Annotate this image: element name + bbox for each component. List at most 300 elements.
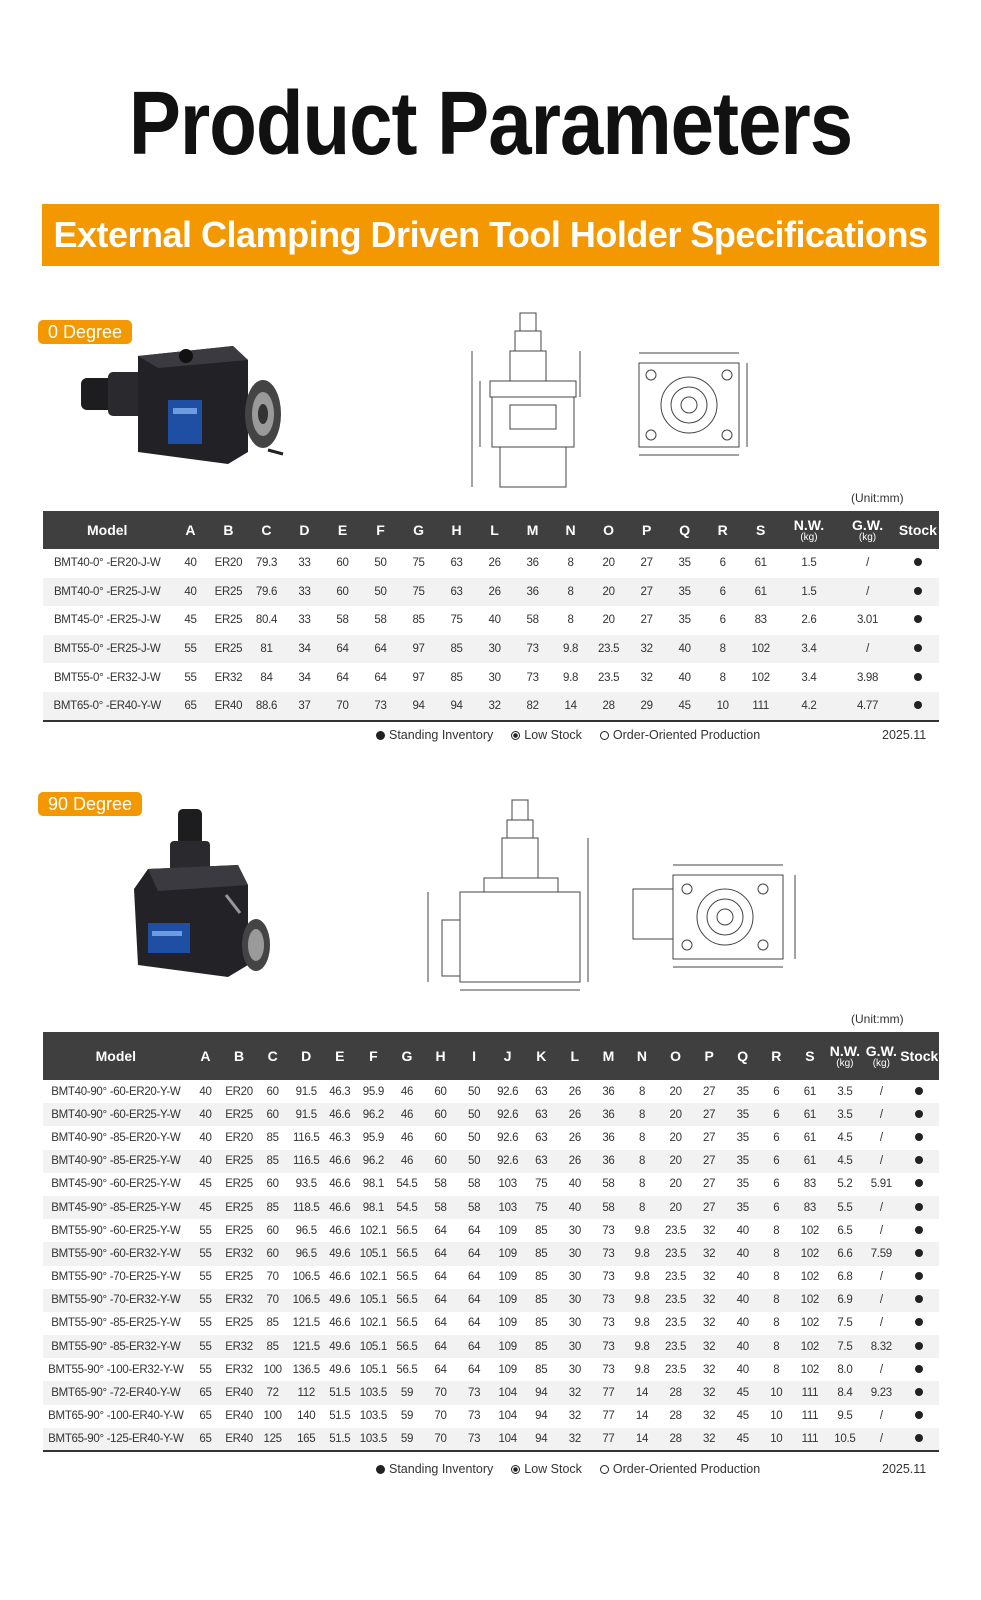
table-cell: 6 — [760, 1150, 794, 1173]
table-cell: 85 — [524, 1219, 558, 1242]
table-cell: 6 — [760, 1196, 794, 1219]
table-row — [43, 1196, 939, 1219]
legend-order: Order-Oriented Production — [612, 1462, 761, 1476]
table-cell: 65 — [189, 1428, 223, 1451]
table-cell: ER32 — [209, 663, 247, 692]
col-header: A — [171, 511, 209, 549]
model-cell: BMT40-90° -60-ER20-Y-W — [43, 1080, 189, 1103]
ninety-degree-front-drawing — [625, 855, 810, 975]
table-cell: 98.1 — [357, 1173, 391, 1196]
table-cell: 27 — [692, 1080, 726, 1103]
table-cell: 1.5 — [780, 578, 839, 607]
zero-degree-front-drawing — [625, 345, 765, 460]
table-cell: 45 — [189, 1196, 223, 1219]
table-cell: 116.5 — [289, 1126, 323, 1149]
table-cell: 6.9 — [827, 1289, 863, 1312]
stock-cell — [897, 635, 939, 664]
table-cell: 4.5 — [827, 1126, 863, 1149]
table-cell: 85 — [256, 1126, 290, 1149]
col-header: B — [209, 511, 247, 549]
table-cell: 5.5 — [827, 1196, 863, 1219]
col-header: R — [760, 1032, 794, 1080]
table-cell: 6 — [704, 549, 742, 578]
table-cell: 83 — [793, 1173, 827, 1196]
col-header: L — [476, 511, 514, 549]
table-cell: 23.5 — [659, 1289, 693, 1312]
table-cell: 55 — [189, 1219, 223, 1242]
table-cell: 27 — [692, 1196, 726, 1219]
table-cell: 8 — [704, 635, 742, 664]
ninety-degree-product-photo — [128, 805, 278, 985]
col-header: H — [438, 511, 476, 549]
table-cell: ER25 — [209, 578, 247, 607]
table-cell: 73 — [592, 1335, 626, 1358]
table-cell: 27 — [692, 1150, 726, 1173]
table-cell: 56.5 — [390, 1335, 424, 1358]
table-cell: 63 — [438, 549, 476, 578]
table-cell: 30 — [476, 635, 514, 664]
page-title: Product Parameters — [128, 72, 853, 174]
table-cell: 111 — [793, 1405, 827, 1428]
table-cell: 102 — [793, 1312, 827, 1335]
low-stock-icon — [511, 1465, 520, 1474]
table-cell: 6 — [760, 1173, 794, 1196]
model-cell: BMT55-90° -100-ER32-Y-W — [43, 1358, 189, 1381]
stock-cell — [900, 1381, 939, 1404]
table-cell: 103.5 — [357, 1381, 391, 1404]
table-cell: 3.5 — [827, 1103, 863, 1126]
stock-cell — [900, 1312, 939, 1335]
table-cell: 23.5 — [659, 1266, 693, 1289]
table-cell: 27 — [628, 578, 666, 607]
table-cell: 45 — [726, 1428, 760, 1451]
table-cell: 40 — [726, 1335, 760, 1358]
table-cell: 14 — [625, 1405, 659, 1428]
table-cell: / — [863, 1358, 899, 1381]
table-cell: 46 — [390, 1150, 424, 1173]
table-cell: 83 — [742, 606, 780, 635]
table-cell: 106.5 — [289, 1266, 323, 1289]
table-cell: 58 — [424, 1196, 458, 1219]
table-cell: 8 — [625, 1126, 659, 1149]
table-cell: 59 — [390, 1428, 424, 1451]
table-cell: 28 — [659, 1405, 693, 1428]
col-header-nw — [827, 1032, 863, 1080]
zero-degree-side-drawing — [460, 305, 590, 500]
table-cell: 9.8 — [552, 635, 590, 664]
stock-cell — [897, 606, 939, 635]
table-cell: 45 — [171, 606, 209, 635]
col-header-stock: Stock — [900, 1032, 939, 1080]
table-cell: ER25 — [222, 1173, 256, 1196]
col-header: P — [628, 511, 666, 549]
table-cell: 81 — [247, 635, 285, 664]
table-cell: 102 — [793, 1242, 827, 1265]
table-cell: 20 — [659, 1080, 693, 1103]
table-row — [43, 606, 939, 635]
table-cell: 85 — [400, 606, 438, 635]
table-cell: 20 — [590, 549, 628, 578]
table-cell: 60 — [256, 1242, 290, 1265]
table-cell: 30 — [558, 1219, 592, 1242]
table-cell: 33 — [285, 578, 323, 607]
model-cell: BMT40-90° -60-ER25-Y-W — [43, 1103, 189, 1126]
table-cell: 20 — [590, 606, 628, 635]
col-header: P — [692, 1032, 726, 1080]
ninety-degree-badge: 90 Degree — [38, 792, 142, 816]
model-cell: BMT55-0° -ER25-J-W — [43, 635, 171, 664]
table-cell: 56.5 — [390, 1266, 424, 1289]
model-cell: BMT55-90° -70-ER25-Y-W — [43, 1266, 189, 1289]
table-cell: 94 — [524, 1381, 558, 1404]
table-cell: 60 — [424, 1150, 458, 1173]
table-cell: 40 — [726, 1242, 760, 1265]
legend-ninety — [376, 1462, 778, 1476]
col-header-nw — [780, 511, 839, 549]
table-cell: 60 — [324, 549, 362, 578]
legend-zero — [376, 728, 778, 742]
table-row — [43, 1335, 939, 1358]
standing-inventory-icon — [915, 1434, 923, 1442]
table-cell: 8 — [625, 1150, 659, 1173]
table-cell: 75 — [524, 1173, 558, 1196]
table-cell: 36 — [514, 549, 552, 578]
table-cell: 26 — [558, 1103, 592, 1126]
table-cell: 96.2 — [357, 1150, 391, 1173]
table-cell: 79.6 — [247, 578, 285, 607]
col-header: C — [256, 1032, 290, 1080]
table-cell: 40 — [189, 1103, 223, 1126]
table-cell: 40 — [189, 1080, 223, 1103]
table-cell: 9.8 — [625, 1312, 659, 1335]
table-cell: 27 — [628, 606, 666, 635]
table-cell: 97 — [400, 635, 438, 664]
stock-cell — [900, 1196, 939, 1219]
table-cell: 9.8 — [552, 663, 590, 692]
table-cell: / — [863, 1428, 899, 1451]
table-cell: 60 — [256, 1103, 290, 1126]
table-cell: 35 — [726, 1150, 760, 1173]
table-cell: 4.2 — [780, 692, 839, 721]
stock-cell — [900, 1289, 939, 1312]
table-cell: 64 — [324, 663, 362, 692]
table-cell: ER32 — [222, 1289, 256, 1312]
table-cell: 8 — [704, 663, 742, 692]
table-cell: 84 — [247, 663, 285, 692]
table-cell: 82 — [514, 692, 552, 721]
col-header-label: G.W. — [865, 1042, 897, 1059]
table-cell: 111 — [793, 1381, 827, 1404]
table-cell: 23.5 — [659, 1242, 693, 1265]
table-cell: 3.4 — [780, 635, 839, 664]
table-cell: 109 — [491, 1312, 525, 1335]
table-cell: 59 — [390, 1405, 424, 1428]
table-cell: 63 — [524, 1126, 558, 1149]
stock-cell — [900, 1126, 939, 1149]
table-cell: / — [838, 635, 897, 664]
table-cell: 56.5 — [390, 1289, 424, 1312]
table-cell: 32 — [692, 1289, 726, 1312]
table-cell: 85 — [256, 1335, 290, 1358]
table-row — [43, 1312, 939, 1335]
table-cell: 73 — [592, 1358, 626, 1381]
table-cell: 23.5 — [659, 1358, 693, 1381]
model-cell: BMT40-90° -85-ER25-Y-W — [43, 1150, 189, 1173]
table-cell: 73 — [457, 1405, 491, 1428]
table-cell: 27 — [628, 549, 666, 578]
standing-inventory-icon — [915, 1388, 923, 1396]
table-cell: 85 — [438, 663, 476, 692]
table-cell: ER20 — [222, 1126, 256, 1149]
table-cell: 92.6 — [491, 1103, 525, 1126]
table-cell: 30 — [558, 1289, 592, 1312]
table-cell: 65 — [171, 692, 209, 721]
standing-inventory-icon — [915, 1249, 923, 1257]
table-cell: 8 — [760, 1219, 794, 1242]
standing-inventory-icon — [376, 1465, 385, 1474]
col-header: F — [362, 511, 400, 549]
table-cell: 23.5 — [590, 635, 628, 664]
table-cell: 14 — [552, 692, 590, 721]
col-header: O — [590, 511, 628, 549]
model-cell: BMT65-90° -72-ER40-Y-W — [43, 1381, 189, 1404]
table-cell: 26 — [476, 549, 514, 578]
table-cell: 8 — [760, 1358, 794, 1381]
table-cell: 73 — [514, 635, 552, 664]
table-cell: 64 — [324, 635, 362, 664]
table-cell: 14 — [625, 1381, 659, 1404]
table-cell: 112 — [289, 1381, 323, 1404]
table-cell: 40 — [558, 1196, 592, 1219]
low-stock-icon — [511, 731, 520, 740]
table-cell: 55 — [189, 1335, 223, 1358]
table-cell: 95.9 — [357, 1080, 391, 1103]
table-cell: 6 — [704, 578, 742, 607]
table-cell: 55 — [171, 663, 209, 692]
table-cell: / — [838, 578, 897, 607]
table-cell: 49.6 — [323, 1358, 357, 1381]
table-cell: 77 — [592, 1428, 626, 1451]
table-cell: 55 — [171, 635, 209, 664]
table-cell: 45 — [666, 692, 704, 721]
table-cell: 9.8 — [625, 1266, 659, 1289]
table-cell: 2.6 — [780, 606, 839, 635]
table-cell: 93.5 — [289, 1173, 323, 1196]
table-cell: 54.5 — [390, 1196, 424, 1219]
table-cell: 9.8 — [625, 1335, 659, 1358]
table-cell: 9.8 — [625, 1242, 659, 1265]
model-cell: BMT40-90° -85-ER20-Y-W — [43, 1126, 189, 1149]
table-cell: 20 — [659, 1196, 693, 1219]
table-cell: 46.6 — [323, 1312, 357, 1335]
legend-standing: Standing Inventory — [389, 728, 494, 742]
table-cell: / — [838, 549, 897, 578]
table-cell: 9.8 — [625, 1219, 659, 1242]
col-header: K — [524, 1032, 558, 1080]
zero-degree-badge: 0 Degree — [38, 320, 132, 344]
table-cell: 32 — [692, 1381, 726, 1404]
table-cell: 20 — [590, 578, 628, 607]
table-cell: 6.5 — [827, 1219, 863, 1242]
table-cell: 46.6 — [323, 1219, 357, 1242]
table-cell: 30 — [558, 1312, 592, 1335]
table-cell: 77 — [592, 1405, 626, 1428]
table-row — [43, 692, 939, 721]
table-cell: 85 — [524, 1358, 558, 1381]
section-banner: External Clamping Driven Tool Holder Specifications — [42, 204, 939, 266]
table-cell: 8 — [552, 549, 590, 578]
table-cell: 94 — [524, 1405, 558, 1428]
table-cell: 23.5 — [590, 663, 628, 692]
model-cell: BMT40-0° -ER25-J-W — [43, 578, 171, 607]
standing-inventory-icon — [915, 1411, 923, 1419]
table-cell: 32 — [476, 692, 514, 721]
table-cell: 102 — [793, 1335, 827, 1358]
table-cell: ER32 — [222, 1242, 256, 1265]
table-cell: 85 — [524, 1242, 558, 1265]
table-cell: 32 — [692, 1312, 726, 1335]
table-cell: 28 — [659, 1381, 693, 1404]
table-cell: 8.32 — [863, 1335, 899, 1358]
table-cell: 70 — [424, 1405, 458, 1428]
table-cell: 27 — [692, 1103, 726, 1126]
standing-inventory-icon — [914, 701, 922, 709]
table-cell: / — [863, 1405, 899, 1428]
table-cell: 33 — [285, 549, 323, 578]
table-cell: 70 — [424, 1428, 458, 1451]
table-cell: 51.5 — [323, 1381, 357, 1404]
table-cell: 40 — [726, 1219, 760, 1242]
table-cell: 32 — [558, 1428, 592, 1451]
stock-cell — [900, 1242, 939, 1265]
table-cell: 61 — [793, 1103, 827, 1126]
table-cell: 102.1 — [357, 1312, 391, 1335]
table-cell: 96.2 — [357, 1103, 391, 1126]
table-cell: 3.98 — [838, 663, 897, 692]
col-header-label: N.W. — [793, 516, 825, 533]
order-oriented-icon — [600, 1465, 609, 1474]
table-cell: 85 — [256, 1196, 290, 1219]
table-cell: 85 — [438, 635, 476, 664]
table-cell: 102.1 — [357, 1266, 391, 1289]
table-cell: 102 — [742, 635, 780, 664]
legend-standing: Standing Inventory — [389, 1462, 494, 1476]
table-cell: 20 — [659, 1126, 693, 1149]
table-cell: 60 — [256, 1219, 290, 1242]
col-header: E — [323, 1032, 357, 1080]
table-cell: 8 — [760, 1289, 794, 1312]
table-cell: 32 — [692, 1242, 726, 1265]
table-cell: 9.8 — [625, 1289, 659, 1312]
standing-inventory-icon — [376, 731, 385, 740]
table-cell: 75 — [438, 606, 476, 635]
table-cell: 23.5 — [659, 1219, 693, 1242]
col-header: G — [390, 1032, 424, 1080]
model-cell: BMT65-90° -100-ER40-Y-W — [43, 1405, 189, 1428]
table-row — [43, 1428, 939, 1451]
table-cell: 63 — [524, 1103, 558, 1126]
date-zero: 2025.11 — [882, 728, 927, 742]
table-cell: 7.5 — [827, 1335, 863, 1358]
table-cell: 32 — [692, 1405, 726, 1428]
stock-cell — [897, 663, 939, 692]
table-cell: 46.6 — [323, 1173, 357, 1196]
table-cell: 111 — [742, 692, 780, 721]
table-cell: 46.6 — [323, 1150, 357, 1173]
col-header: B — [222, 1032, 256, 1080]
col-header-unit: (kg) — [858, 531, 877, 543]
standing-inventory-icon — [915, 1156, 923, 1164]
stock-cell — [900, 1358, 939, 1381]
table-cell: 20 — [659, 1173, 693, 1196]
table-cell: 100 — [256, 1405, 290, 1428]
table-cell: ER40 — [209, 692, 247, 721]
table-cell: 96.5 — [289, 1242, 323, 1265]
table-cell: 73 — [592, 1312, 626, 1335]
table-cell: 30 — [558, 1266, 592, 1289]
table-cell: / — [863, 1289, 899, 1312]
standing-inventory-icon — [915, 1110, 923, 1118]
table-cell: 64 — [424, 1312, 458, 1335]
col-header: Model — [43, 1032, 189, 1080]
unit-label-zero: (Unit:mm) — [851, 491, 904, 505]
table-cell: 64 — [424, 1289, 458, 1312]
table-cell: 118.5 — [289, 1196, 323, 1219]
table-row — [43, 1103, 939, 1126]
table-cell: 40 — [666, 635, 704, 664]
table-cell: 61 — [793, 1126, 827, 1149]
table-cell: 79.3 — [247, 549, 285, 578]
table-cell: 32 — [692, 1335, 726, 1358]
table-cell: 10 — [760, 1405, 794, 1428]
table-cell: 64 — [457, 1242, 491, 1265]
table-cell: 109 — [491, 1242, 525, 1265]
table-cell: 46.6 — [323, 1266, 357, 1289]
table-cell: 73 — [592, 1219, 626, 1242]
table-cell: 6 — [760, 1126, 794, 1149]
table-cell: 27 — [692, 1173, 726, 1196]
table-cell: 75 — [400, 549, 438, 578]
table-cell: 64 — [424, 1266, 458, 1289]
table-row — [43, 663, 939, 692]
table-cell: 9.5 — [827, 1405, 863, 1428]
table-cell: 56.5 — [390, 1358, 424, 1381]
table-cell: ER32 — [222, 1335, 256, 1358]
table-cell: 30 — [558, 1358, 592, 1381]
table-cell: 58 — [457, 1196, 491, 1219]
col-header-gw — [863, 1032, 899, 1080]
table-cell: 92.6 — [491, 1150, 525, 1173]
col-header-label: G.W. — [851, 516, 884, 533]
stock-cell — [897, 549, 939, 578]
table-cell: 6.6 — [827, 1242, 863, 1265]
table-cell: 102 — [742, 663, 780, 692]
table-cell: 60 — [424, 1103, 458, 1126]
table-cell: 49.6 — [323, 1289, 357, 1312]
date-ninety: 2025.11 — [882, 1462, 927, 1476]
table-cell: 45 — [726, 1405, 760, 1428]
table-cell: 88.6 — [247, 692, 285, 721]
table-cell: 46.3 — [323, 1126, 357, 1149]
table-row — [43, 1173, 939, 1196]
table-cell: 23.5 — [659, 1335, 693, 1358]
table-cell: 85 — [524, 1335, 558, 1358]
table-cell: 64 — [362, 663, 400, 692]
model-cell: BMT65-90° -125-ER40-Y-W — [43, 1428, 189, 1451]
standing-inventory-icon — [915, 1272, 923, 1280]
table-cell: 103 — [491, 1173, 525, 1196]
table-cell: 32 — [692, 1266, 726, 1289]
